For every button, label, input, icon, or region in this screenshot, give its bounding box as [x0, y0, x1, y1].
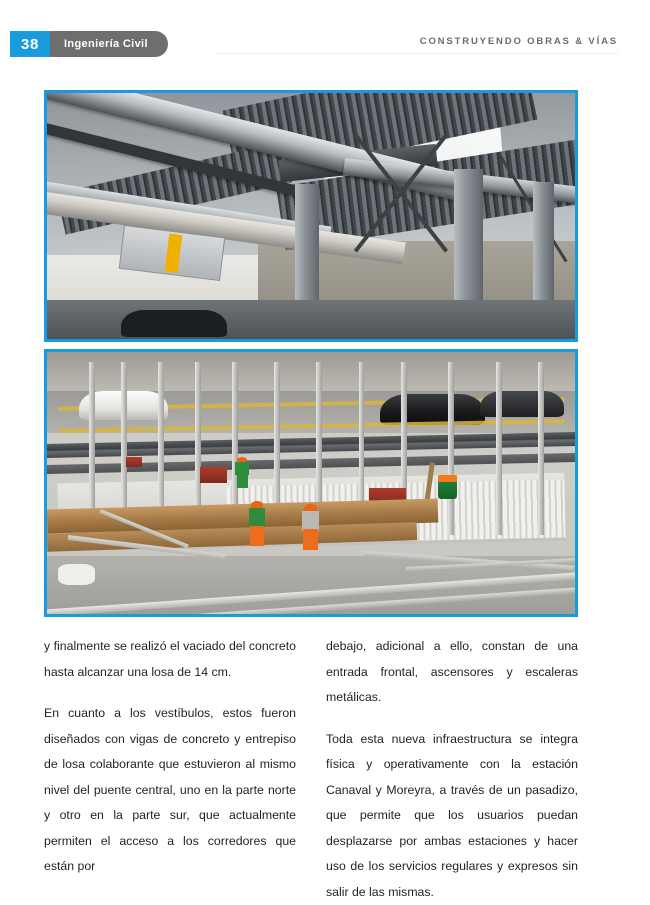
- photo-steel-bridge-deck-underside: [44, 90, 578, 342]
- body-columns: [44, 634, 578, 905]
- red-marker-block-3: [126, 457, 142, 467]
- photo-highway-construction-site: [44, 349, 578, 617]
- header-tagline: CONSTRUYENDO OBRAS & VÍAS: [420, 36, 618, 47]
- worker-torso: [249, 508, 266, 527]
- page-number-badge: 38: [10, 31, 50, 57]
- header-divider-rule: [215, 53, 618, 54]
- parked-vehicle: [121, 310, 227, 337]
- red-marker-block-1: [200, 467, 226, 483]
- barrel-lid: [438, 475, 457, 482]
- yellow-stripe: [165, 233, 183, 273]
- right-text-column: [326, 634, 578, 905]
- vertical-post: [448, 362, 454, 535]
- paragraph: y finalmente se realizó el vaciado del concreto hasta alcanzar una losa de 14 cm.: [44, 634, 296, 685]
- black-car-2: [480, 391, 564, 417]
- section-label-tab: Ingeniería Civil: [50, 31, 168, 57]
- worker-legs: [250, 526, 264, 546]
- worker-torso: [235, 462, 249, 475]
- worker-legs: [237, 474, 248, 488]
- green-barrel: [438, 475, 457, 499]
- paragraph: En cuanto a los vestíbulos, estos fueron diseñados con vigas de concreto y entrepiso de losa colaborante que estuvieron al mismo nivel del puente central, uno en la parte norte y otro en la parte sur, que actualmente permiten el acceso a los corredores que están por: [44, 701, 296, 880]
- vertical-post: [538, 362, 544, 535]
- material-bag: [58, 564, 95, 585]
- construction-worker: [300, 504, 320, 550]
- construction-worker: [248, 501, 267, 546]
- construction-worker: [234, 457, 250, 488]
- left-text-column: [44, 634, 296, 905]
- paragraph: debajo, adicional a ello, constan de una entrada frontal, ascensores y escaleras metálicas.: [326, 634, 578, 711]
- vertical-post: [496, 362, 502, 535]
- worker-torso: [302, 511, 320, 530]
- photo-bottom-content: [47, 352, 575, 614]
- paragraph: Toda esta nueva infraestructura se integra física y operativamente con la estación Canaval y Moreyra, a través de un pasadizo, que permite que los usuarios puedan desplazarse por ambas estaciones y hacer uso de los servicios regulares y expresos sin salir de las mismas.: [326, 727, 578, 905]
- worker-legs: [303, 529, 317, 550]
- photo-top-content: [47, 93, 575, 339]
